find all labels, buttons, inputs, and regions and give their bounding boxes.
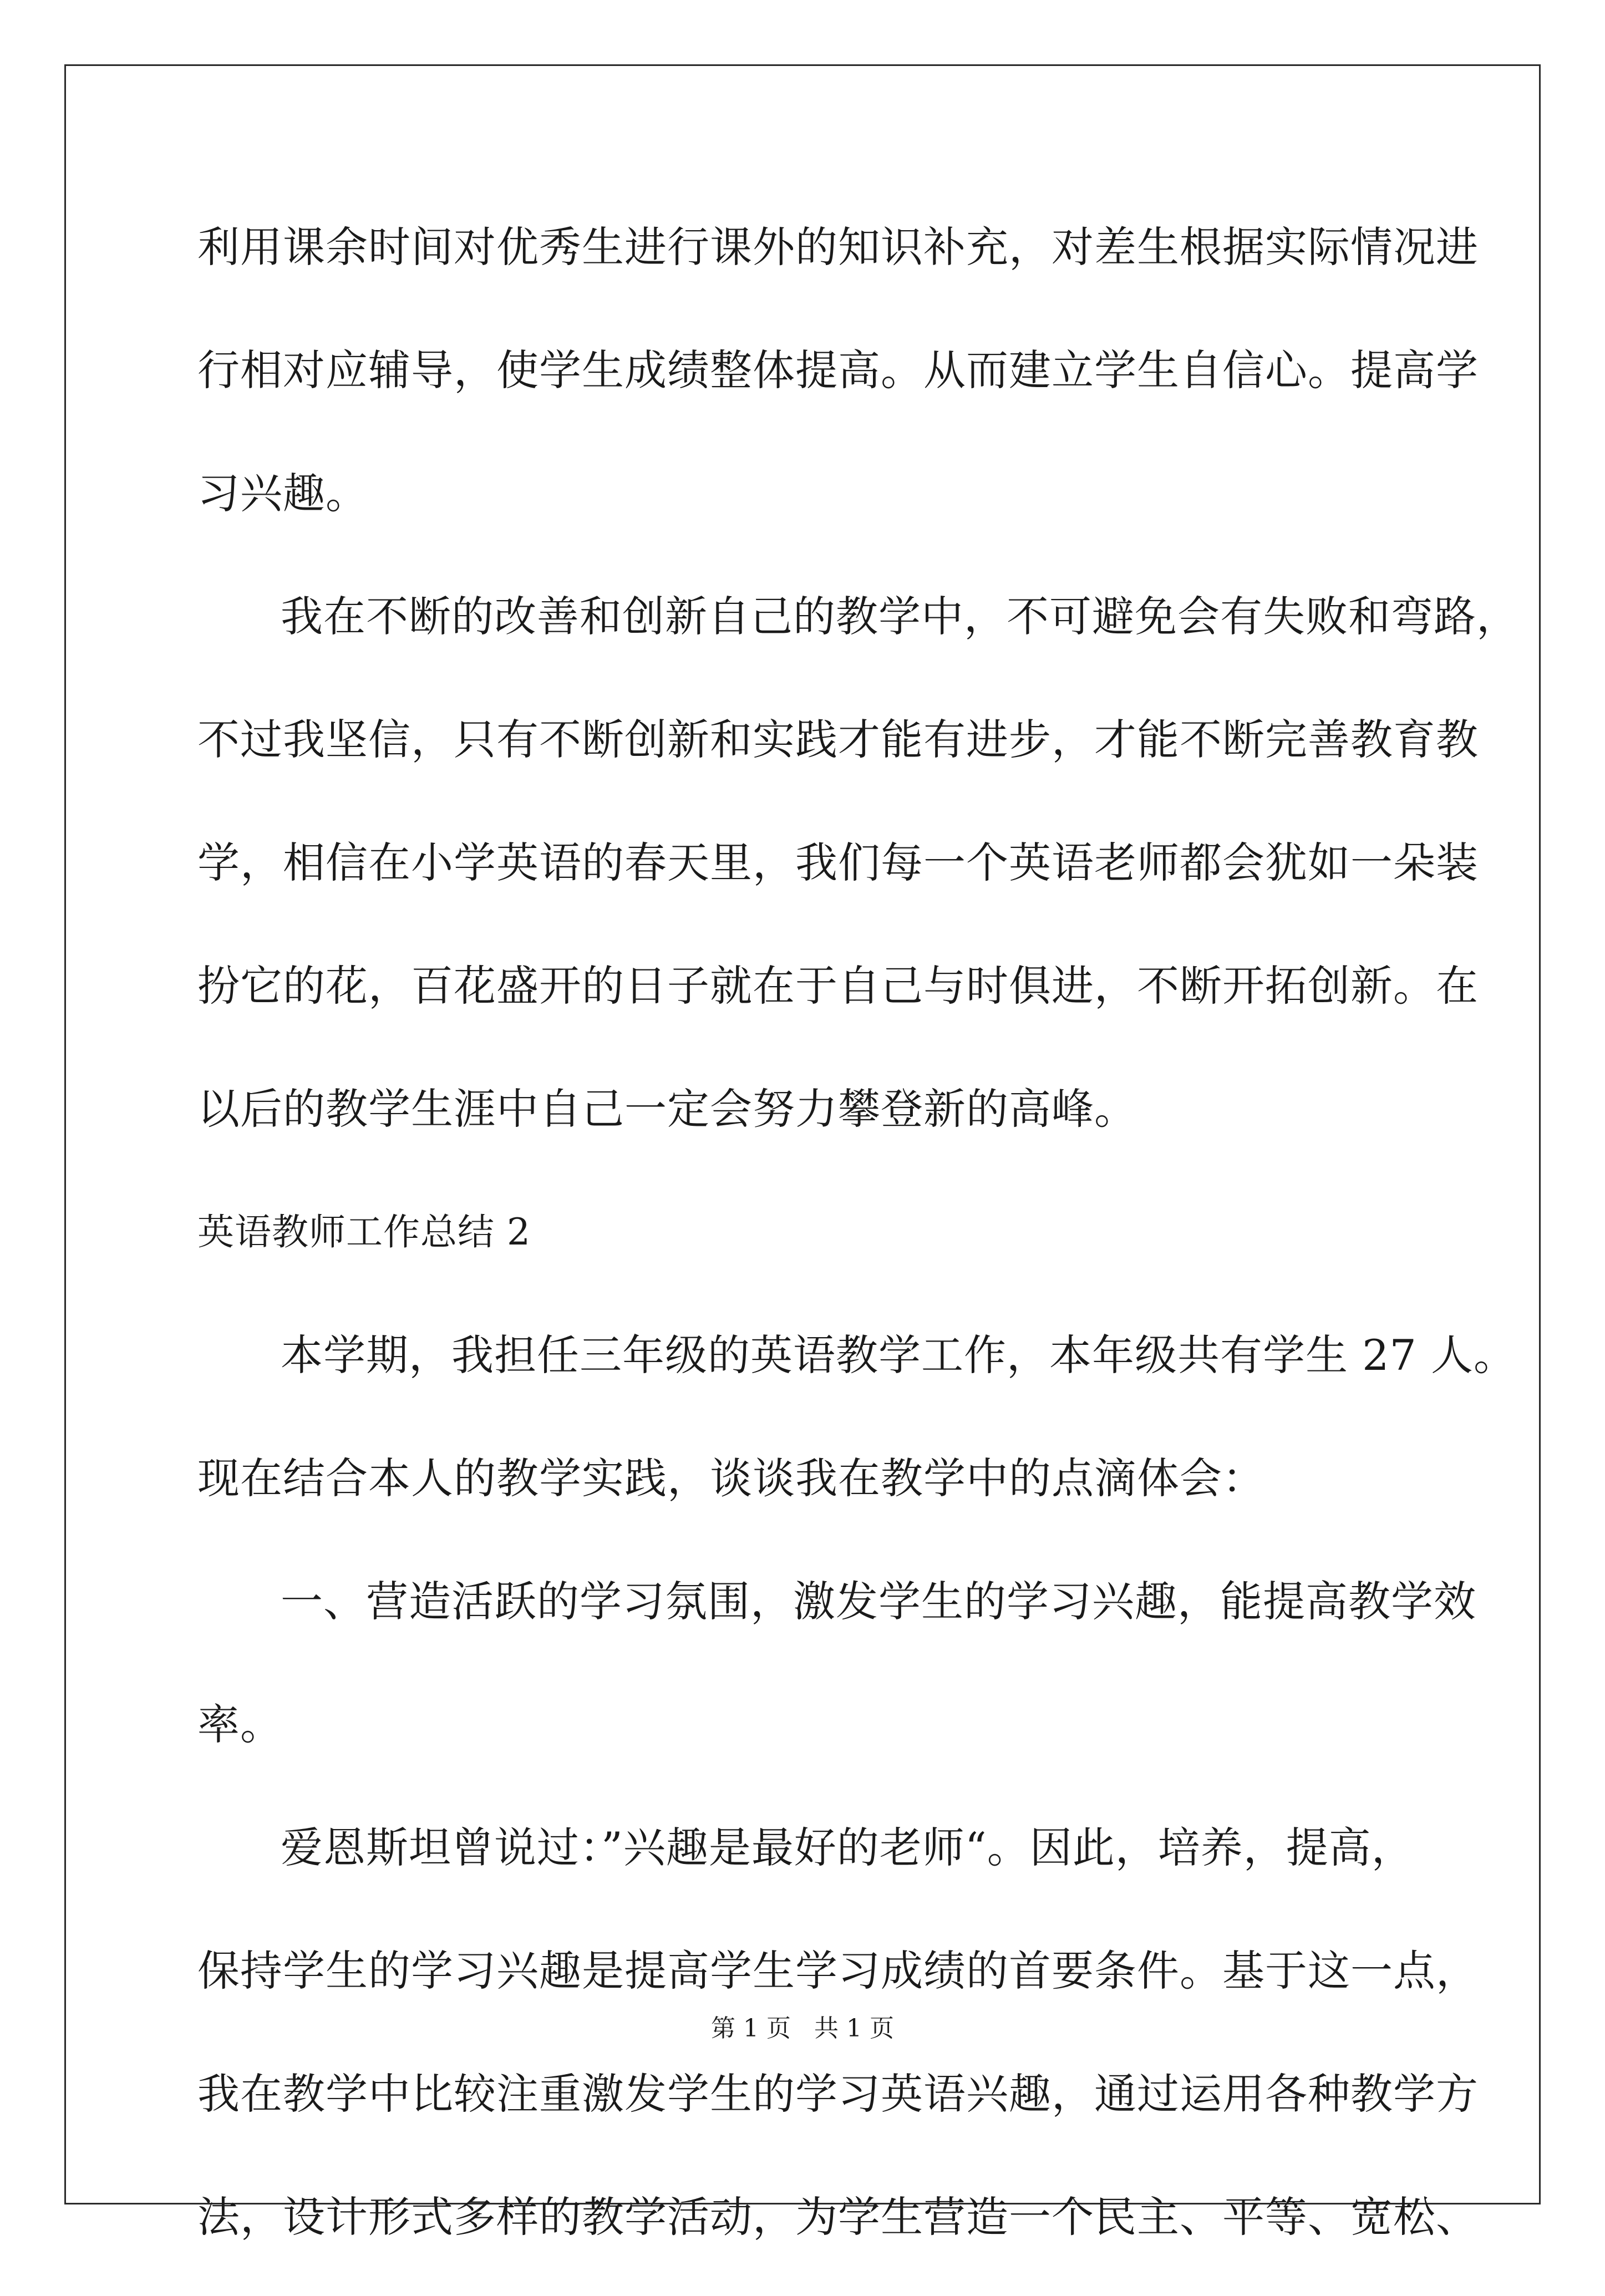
text-line-2: 行相对应辅导，使学生成绩整体提高。从而建立学生自信心。提高学 (197, 346, 1479, 395)
section-heading: 英语教师工作总结 2 (197, 1211, 531, 1253)
text-line-17: 法，设计形式多样的教学活动，为学生营造一个民主、平等、宽松、 (197, 2192, 1479, 2242)
text-line-11: 现在结合本人的教学实践，谈谈我在教学中的点滴体会： (197, 1454, 1265, 1503)
text-line-14: 爱恩斯坦曾说过：”兴趣是最好的老师“。因此，培养，提高， (281, 1823, 1414, 1872)
text-line-16: 我在教学中比较注重激发学生的学习英语兴趣，通过运用各种教学方 (197, 2069, 1479, 2119)
text-line-1: 利用课余时间对优秀生进行课外的知识补充，对差生根据实际情况进 (197, 222, 1479, 272)
page-footer: 第 1 页 共 1 页 (711, 2014, 894, 2043)
text-line-13: 率。 (197, 1700, 283, 1749)
text-line-6: 学，相信在小学英语的春天里，我们每一个英语老师都会犹如一朵装 (197, 838, 1479, 887)
text-line-15: 保持学生的学习兴趣是提高学生学习成绩的首要条件。基于这一点， (197, 1946, 1479, 1995)
text-line-4: 我在不断的改善和创新自己的教学中，不可避免会有失败和弯路， (281, 592, 1519, 641)
text-line-3: 习兴趣。 (197, 469, 368, 518)
document-body (197, 203, 1519, 2296)
text-line-12: 一、营造活跃的学习氛围，激发学生的学习兴趣，能提高教学效 (281, 1577, 1476, 1626)
text-line-5: 不过我坚信，只有不断创新和实践才能有进步，才能不断完善教育教 (197, 715, 1479, 764)
text-line-10: 本学期，我担任三年级的英语教学工作，本年级共有学生 27 人。 (281, 1330, 1517, 1380)
text-line-8: 以后的教学生涯中自己一定会努力攀登新的高峰。 (197, 1084, 1137, 1134)
text-line-7: 扮它的花，百花盛开的日子就在于自己与时俱进，不断开拓创新。在 (197, 961, 1479, 1010)
